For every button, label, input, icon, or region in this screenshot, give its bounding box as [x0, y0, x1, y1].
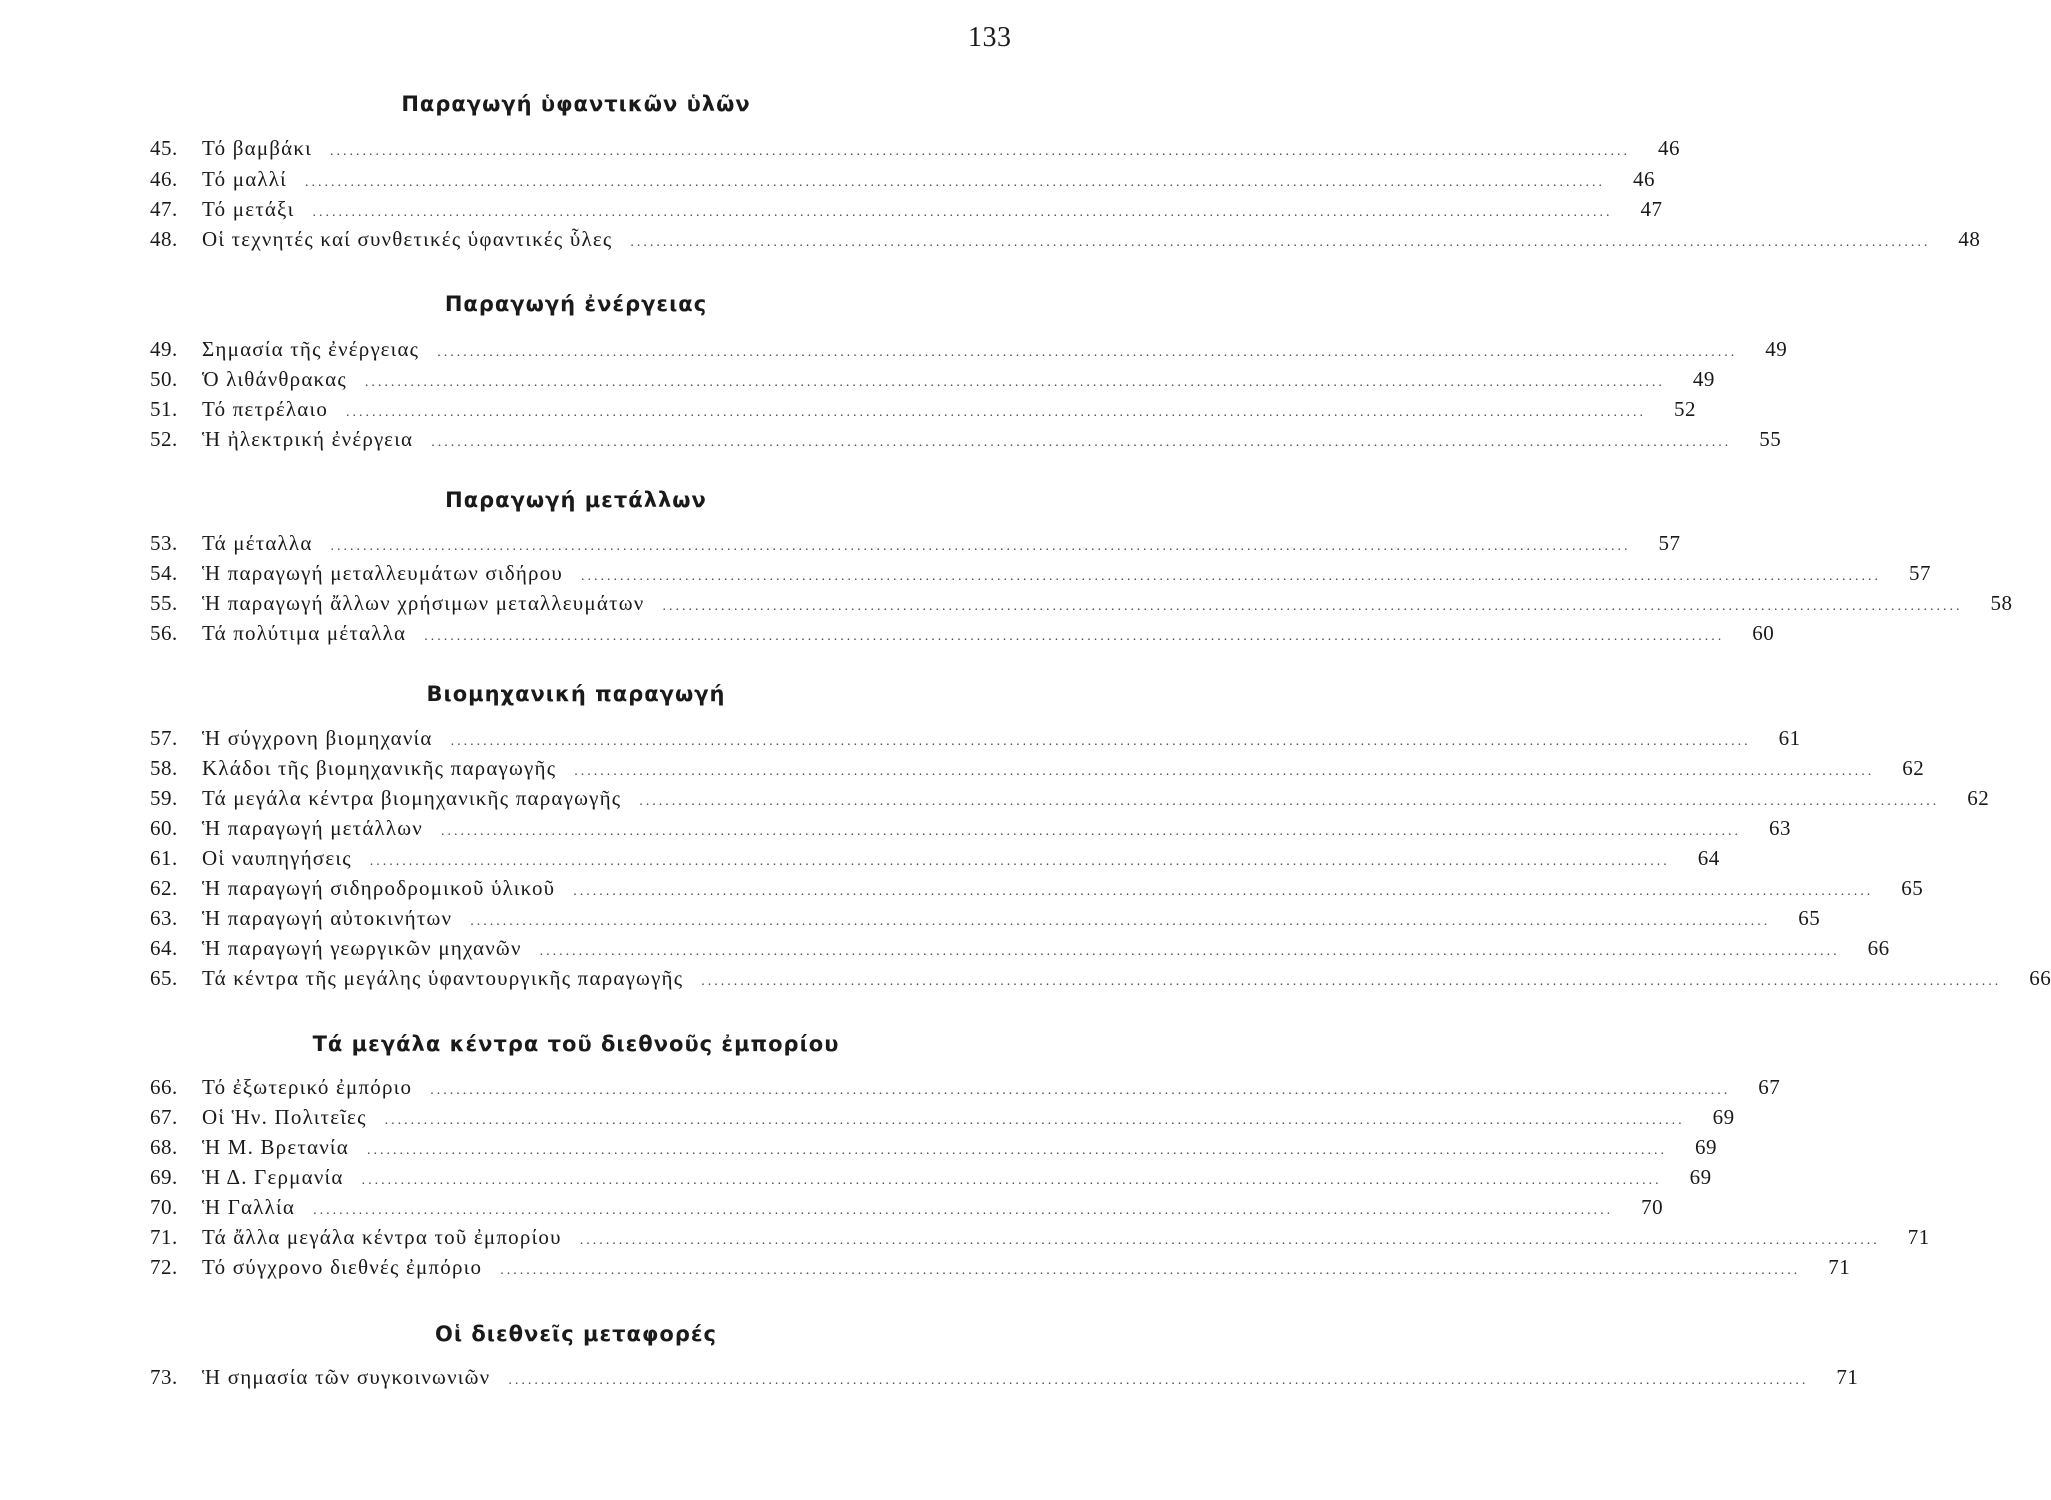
dot-leader: ........................................................................................................................................................................................................	[312, 205, 1613, 220]
entry-number: 59.	[150, 786, 178, 810]
entry-page: 55	[1759, 427, 1782, 451]
entry-number: 67.	[150, 1105, 178, 1129]
entry-page: 69	[1712, 1105, 1735, 1129]
entry-number: 65.	[150, 966, 178, 990]
dot-leader: ........................................................................................................................................................................................................	[430, 1083, 1731, 1098]
entry-title: Ἡ Μ. Βρετανία	[202, 1135, 349, 1159]
section-title: Παραγωγή μετάλλων	[445, 488, 707, 512]
toc-entry[interactable]	[150, 1192, 1664, 1222]
dot-leader: ........................................................................................................................................................................................................	[573, 884, 1874, 899]
entry-number: 72.	[150, 1255, 178, 1279]
entry-title: Τό σύγχρονο διεθνές ἐμπόριο	[202, 1255, 483, 1279]
entry-page: 62	[1902, 756, 1925, 780]
entry-title: Ἡ σημασία τῶν συγκοινωνιῶν	[202, 1365, 491, 1389]
dot-leader: ........................................................................................................................................................................................................	[701, 974, 2002, 989]
toc-entry[interactable]	[150, 364, 1715, 394]
dot-leader: ........................................................................................................................................................................................................	[500, 1263, 1801, 1278]
entry-page: 65	[1798, 906, 1821, 930]
entry-title: Τά πολύτιμα μέταλλα	[202, 621, 407, 645]
section-title: Τά μεγάλα κέντρα τοῦ διεθνοῦς ἐμπορίου	[312, 1032, 840, 1056]
toc-entry[interactable]	[150, 224, 1981, 254]
entry-page: 65	[1901, 876, 1924, 900]
entry-page: 67	[1758, 1075, 1781, 1099]
dot-leader: ........................................................................................................................................................................................................	[364, 375, 1665, 390]
entry-number: 64.	[150, 936, 178, 960]
entry-number: 56.	[150, 621, 178, 645]
entry-title: Τά κέντρα τῆς μεγάλης ὑφαντουργικῆς παραγωγῆς	[202, 966, 684, 990]
entry-number: 66.	[150, 1075, 178, 1099]
entry-title: Ἡ παραγωγή αὐτοκινήτων	[202, 906, 453, 930]
toc-entry[interactable]	[150, 394, 1697, 424]
dot-leader: ........................................................................................................................................................................................................	[508, 1373, 1809, 1388]
entry-page: 71	[1828, 1255, 1851, 1279]
toc-entry[interactable]	[150, 194, 1663, 224]
entry-title: Ἡ Γαλλία	[202, 1195, 296, 1219]
entry-page: 64	[1697, 846, 1720, 870]
entry-title: Ἡ Δ. Γερμανία	[202, 1165, 344, 1189]
toc-entry[interactable]	[150, 873, 1924, 903]
entry-title: Τό ἐξωτερικό ἐμπόριο	[202, 1075, 413, 1099]
entry-page: 47	[1640, 197, 1663, 221]
entry-page: 63	[1769, 816, 1791, 840]
toc-entry[interactable]	[150, 753, 1925, 783]
entry-page: 71	[1907, 1225, 1930, 1249]
toc-entry[interactable]	[150, 133, 1680, 163]
entry-page: 49	[1692, 367, 1715, 391]
entry-page: 71	[1836, 1365, 1859, 1389]
entry-page: 70	[1641, 1195, 1664, 1219]
dot-leader: ........................................................................................................................................................................................................	[346, 405, 1647, 420]
dot-leader: ........................................................................................................................................................................................................	[305, 175, 1606, 190]
toc-entry[interactable]	[150, 933, 1890, 963]
entry-page: 69	[1689, 1165, 1712, 1189]
entry-number: 48.	[150, 227, 178, 251]
entry-title: Ἡ ἠλεκτρική ἐνέργεια	[202, 427, 414, 451]
dot-leader: ........................................................................................................................................................................................................	[431, 435, 1732, 450]
entry-number: 61.	[150, 846, 178, 870]
dot-leader: ........................................................................................................................................................................................................	[384, 1113, 1685, 1128]
toc-entry[interactable]	[150, 1362, 1859, 1392]
dot-leader: ........................................................................................................................................................................................................	[662, 599, 1963, 614]
toc-entry[interactable]	[150, 1222, 1930, 1252]
entry-page: 48	[1958, 227, 1981, 251]
entry-number: 45.	[150, 136, 178, 160]
toc-entry[interactable]	[150, 903, 1821, 933]
toc-entry[interactable]	[150, 723, 1801, 753]
page-number: 133	[968, 22, 1012, 53]
entry-page: 57	[1658, 531, 1681, 555]
toc-entry[interactable]	[150, 424, 1782, 454]
toc-entry[interactable]	[150, 1252, 1851, 1282]
entry-number: 57.	[150, 726, 178, 750]
entry-title: Τά μεγάλα κέντρα βιομηχανικῆς παραγωγῆς	[202, 786, 622, 810]
entry-title: Οἱ τεχνητές καί συνθετικές ὑφαντικές ὗλες	[202, 227, 613, 251]
entry-number: 49.	[150, 337, 178, 361]
entry-number: 55.	[150, 591, 178, 615]
entry-title: Οἱ ναυπηγήσεις	[202, 846, 352, 870]
dot-leader: ........................................................................................................................................................................................................	[313, 1203, 1614, 1218]
dot-leader: ........................................................................................................................................................................................................	[361, 1173, 1662, 1188]
toc-entry[interactable]	[150, 558, 1931, 588]
entry-number: 46.	[150, 167, 178, 191]
entry-page: 46	[1658, 136, 1680, 160]
toc-entry[interactable]	[150, 843, 1720, 873]
toc-entry[interactable]	[150, 813, 1791, 843]
toc-entry[interactable]	[150, 1162, 1712, 1192]
dot-leader: ........................................................................................................................................................................................................	[441, 824, 1741, 839]
dot-leader: ........................................................................................................................................................................................................	[424, 629, 1725, 644]
section-title: Παραγωγή ἐνέργειας	[444, 292, 708, 316]
dot-leader: ........................................................................................................................................................................................................	[437, 345, 1738, 360]
entry-number: 58.	[150, 756, 178, 780]
section-title: Παραγωγή ὑφαντικῶν ὑλῶν	[401, 92, 751, 116]
dot-leader: ........................................................................................................................................................................................................	[579, 1233, 1880, 1248]
entry-title: Τό μετάξι	[202, 197, 295, 221]
entry-number: 60.	[150, 816, 178, 840]
section-title: Βιομηχανική παραγωγή	[426, 682, 726, 706]
entry-number: 69.	[150, 1165, 178, 1189]
toc-entry[interactable]	[150, 963, 2051, 993]
toc-entry[interactable]	[150, 1132, 1717, 1162]
entry-number: 50.	[150, 367, 178, 391]
entry-page: 66	[1867, 936, 1890, 960]
entry-title: Ἡ παραγωγή γεωργικῶν μηχανῶν	[202, 936, 522, 960]
toc-entry[interactable]	[150, 1102, 1735, 1132]
entry-title: Τά ἄλλα μεγάλα κέντρα τοῦ ἐμπορίου	[202, 1225, 562, 1249]
entry-page: 69	[1694, 1135, 1717, 1159]
entry-title: Ἡ παραγωγή μετάλλων	[202, 816, 423, 840]
entry-number: 54.	[150, 561, 178, 585]
entry-number: 53.	[150, 531, 178, 555]
entry-title: Τό μαλλί	[202, 167, 288, 191]
entry-title: Τό πετρέλαιο	[202, 397, 329, 421]
dot-leader: ........................................................................................................................................................................................................	[470, 914, 1771, 929]
entry-page: 57	[1909, 561, 1931, 585]
dot-leader: ........................................................................................................................................................................................................	[581, 569, 1881, 584]
entry-number: 68.	[150, 1135, 178, 1159]
section-title: Οἱ διεθνεῖς μεταφορές	[434, 1322, 717, 1346]
entry-number: 52.	[150, 427, 178, 451]
entry-page: 60	[1752, 621, 1775, 645]
entry-title: Κλάδοι τῆς βιομηχανικῆς παραγωγῆς	[202, 756, 557, 780]
entry-title: Ἡ παραγωγή μεταλλευμάτων σιδήρου	[202, 561, 563, 585]
toc-entry[interactable]	[150, 1072, 1781, 1102]
entry-title: Ἡ παραγωγή ἄλλων χρήσιμων μεταλλευμάτων	[202, 591, 645, 615]
dot-leader: ........................................................................................................................................................................................................	[330, 539, 1631, 554]
toc-entry[interactable]	[150, 618, 1775, 648]
entry-title: Ὁ λιθάνθρακας	[202, 367, 347, 391]
dot-leader: ........................................................................................................................................................................................................	[369, 854, 1670, 869]
entry-page: 58	[1990, 591, 2013, 615]
entry-page: 66	[2029, 966, 2051, 990]
dot-leader: ........................................................................................................................................................................................................	[366, 1143, 1667, 1158]
entry-page: 52	[1674, 397, 1697, 421]
toc-entry[interactable]	[150, 783, 1990, 813]
entry-page: 49	[1765, 337, 1788, 361]
toc-entry[interactable]	[150, 334, 1788, 364]
dot-leader: ........................................................................................................................................................................................................	[639, 794, 1940, 809]
entry-title: Τό βαμβάκι	[202, 136, 312, 160]
entry-title: Ἡ σύγχρονη βιομηχανία	[202, 726, 433, 750]
entry-page: 61	[1778, 726, 1801, 750]
entry-number: 47.	[150, 197, 178, 221]
entry-number: 70.	[150, 1195, 178, 1219]
entry-number: 51.	[150, 397, 178, 421]
dot-leader: ........................................................................................................................................................................................................	[539, 944, 1840, 959]
entry-number: 63.	[150, 906, 178, 930]
toc-entry[interactable]	[150, 588, 2013, 618]
toc-entry[interactable]	[150, 164, 1656, 194]
dot-leader: ........................................................................................................................................................................................................	[450, 734, 1751, 749]
entry-page: 62	[1967, 786, 1990, 810]
entry-title: Οἱ Ἡν. Πολιτεῖες	[202, 1105, 367, 1129]
dot-leader: ........................................................................................................................................................................................................	[574, 764, 1875, 779]
toc-entry[interactable]	[150, 528, 1681, 558]
entry-number: 73.	[150, 1365, 178, 1389]
entry-number: 62.	[150, 876, 178, 900]
entry-title: Ἡ παραγωγή σιδηροδρομικοῦ ὑλικοῦ	[202, 876, 556, 900]
dot-leader: ........................................................................................................................................................................................................	[630, 235, 1931, 250]
entry-title: Τά μέταλλα	[202, 531, 313, 555]
entry-title: Σημασία τῆς ἐνέργειας	[202, 337, 420, 361]
entry-number: 71.	[150, 1225, 178, 1249]
dot-leader: ........................................................................................................................................................................................................	[330, 144, 1630, 159]
entry-page: 46	[1633, 167, 1656, 191]
